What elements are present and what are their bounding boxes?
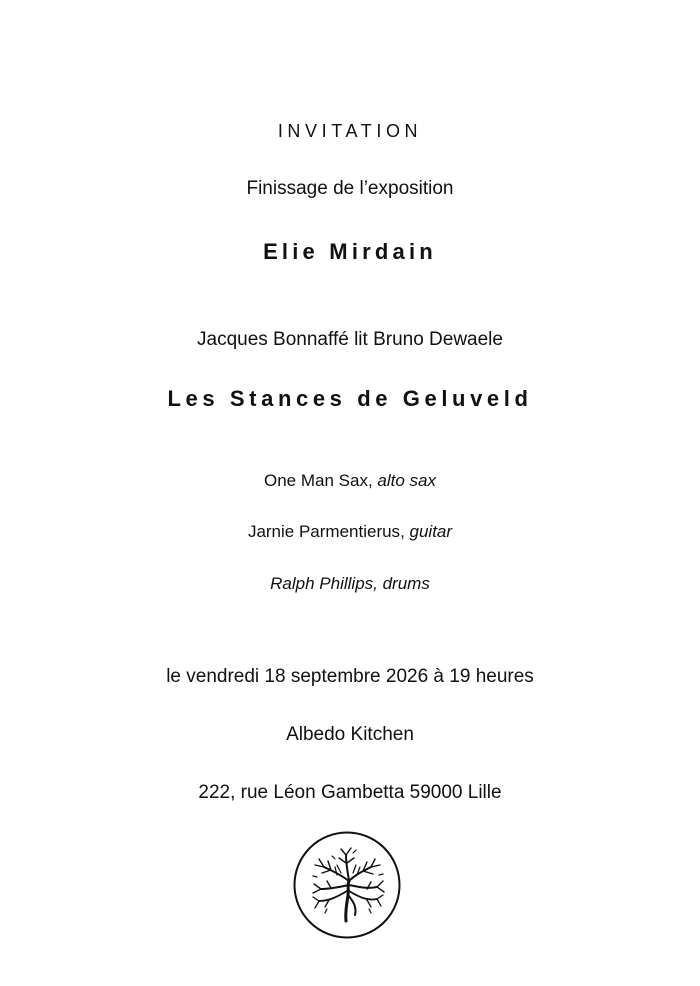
performer-line <box>0 520 700 544</box>
performer-role: alto sax <box>377 471 436 490</box>
venue-address: 222, rue Léon Gambetta 59000 Lille <box>198 782 502 803</box>
performer-separator: , <box>400 522 410 541</box>
invitation-heading: INVITATION <box>277 121 423 141</box>
reading-line: Jacques Bonnaffé lit Bruno Dewaele <box>197 329 503 350</box>
venue-name: Albedo Kitchen <box>286 724 414 745</box>
performer-line: Ralph Phillips, drums <box>270 574 430 593</box>
performer-name: Jarnie Parmentierus <box>247 522 401 541</box>
performer-separator: , <box>367 471 378 490</box>
work-title: Les Stances de Geluveld <box>167 386 533 411</box>
artist-name: Elie Mirdain <box>263 239 437 264</box>
performer-name: One Man Sax <box>264 471 368 490</box>
performer-line <box>0 469 700 493</box>
performer-role: guitar <box>409 522 453 541</box>
event-date: le vendredi 18 septembre 2026 à 19 heures <box>166 666 534 687</box>
tree-logo <box>291 829 403 941</box>
tree-icon <box>291 829 403 941</box>
exhibition-subtitle: Finissage de l’exposition <box>246 178 454 199</box>
